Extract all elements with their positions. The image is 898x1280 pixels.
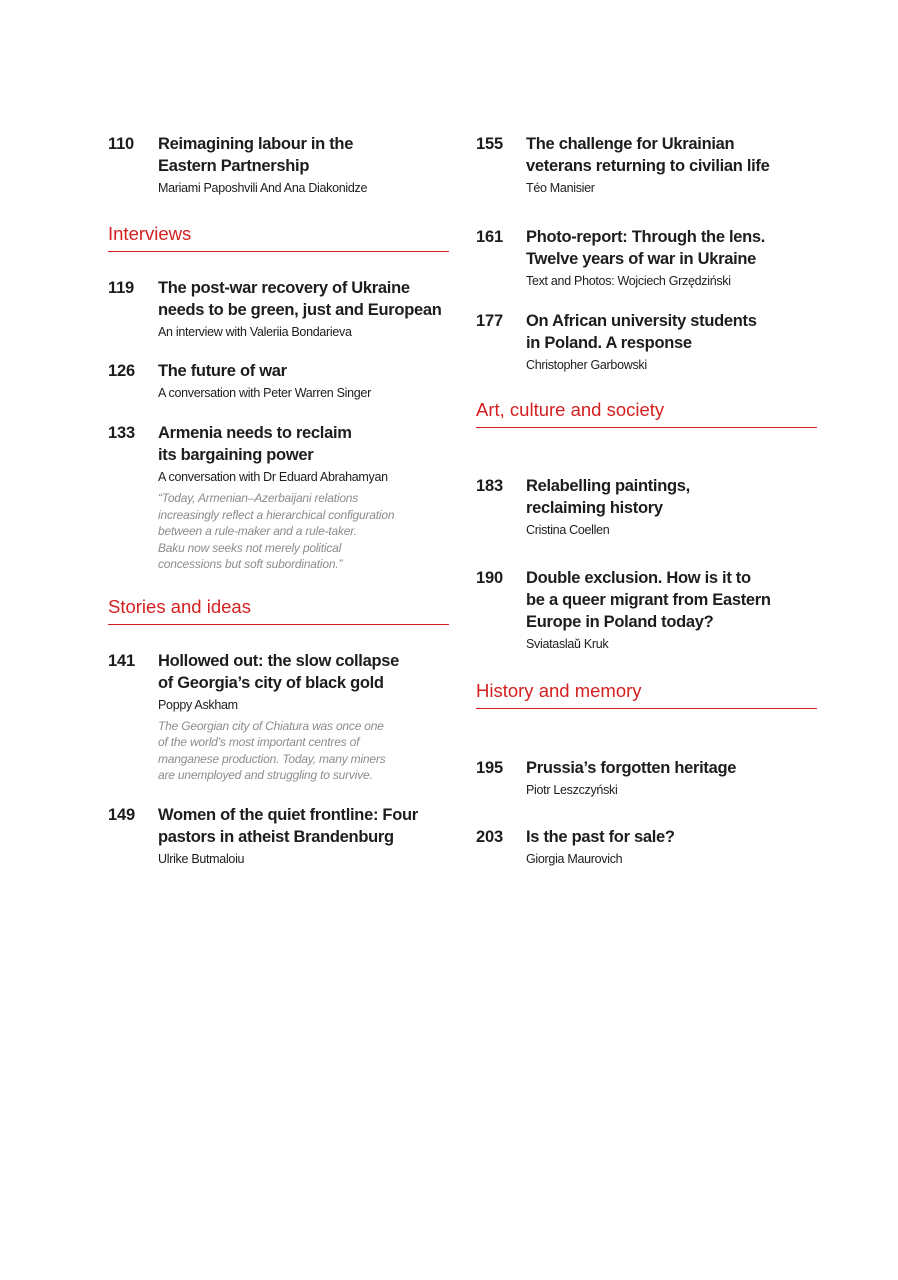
article-author: Sviataslaŭ Kruk	[526, 637, 609, 651]
toc-entry-149[interactable]	[108, 804, 449, 868]
article-author: A conversation with Dr Eduard Abrahamyan	[158, 470, 388, 484]
article-title: The post-war recovery of Ukraine needs to be green, just and European	[158, 279, 442, 319]
article-title: Reimagining labour in the Eastern Partnership	[158, 135, 354, 175]
page-number: 149	[108, 805, 135, 824]
article-title: Photo-report: Through the lens. Twelve years of war in Ukraine	[526, 228, 766, 268]
toc-entry-133[interactable]	[108, 422, 449, 573]
toc-entry-161[interactable]	[476, 226, 817, 290]
article-title: Women of the quiet frontline: Four pastors in atheist Brandenburg	[158, 805, 418, 846]
toc-entry-195[interactable]	[476, 757, 817, 799]
page-number: 126	[108, 362, 135, 380]
article-author: Piotr Leszczyński	[526, 783, 618, 797]
article-author: An interview with Valeriia Bondarieva	[158, 325, 352, 339]
toc-entry-190[interactable]	[476, 567, 817, 653]
article-author: Christopher Garbowski	[526, 358, 647, 372]
toc-entry-177[interactable]	[476, 310, 817, 374]
article-author: Ulrike Butmaloiu	[158, 851, 245, 866]
toc-entry-203[interactable]	[476, 826, 817, 868]
toc-entry-119[interactable]	[108, 277, 449, 341]
article-title: Double exclusion. How is it to be a queer migrant from Eastern Europe in Poland today?	[526, 569, 771, 631]
toc-left-column	[108, 133, 449, 868]
section-heading-history-memory: History and memory	[476, 680, 817, 709]
page-number: 141	[108, 651, 135, 670]
page-number: 119	[108, 279, 135, 297]
page-number: 161	[476, 228, 503, 246]
article-author: Giorgia Maurovich	[526, 852, 623, 866]
page-number: 110	[108, 135, 135, 153]
article-author: Poppy Askham	[158, 697, 238, 712]
article-pull-quote: “Today, Armenian–Azerbaijani relations increasingly reflect a hierarchical configuration between a rule-maker and a rule-taker. Baku now seeks not merely political concessions but soft subordination.”	[158, 491, 395, 571]
page-number: 183	[476, 477, 503, 495]
article-title: Armenia needs to reclaim its bargaining power	[158, 424, 352, 464]
page-number: 190	[476, 569, 503, 587]
article-title: Is the past for sale?	[526, 828, 675, 846]
article-title: Relabelling paintings, reclaiming history	[526, 477, 690, 517]
section-heading-stories: Stories and ideas	[108, 596, 449, 625]
toc-entry-110[interactable]	[108, 133, 449, 197]
toc-entry-183[interactable]	[476, 475, 817, 539]
toc-entry-126[interactable]	[108, 360, 449, 402]
article-title: Prussia’s forgotten heritage	[526, 759, 737, 777]
page-number: 177	[476, 312, 503, 330]
article-author: Text and Photos: Wojciech Grzędziński	[526, 274, 731, 288]
page-number: 203	[476, 828, 503, 846]
article-title: The future of war	[158, 362, 287, 380]
page-number: 195	[476, 759, 503, 777]
section-heading-art-culture: Art, culture and society	[476, 399, 817, 428]
article-title: The challenge for Ukrainian veterans returning to civilian life	[526, 135, 770, 175]
article-summary: The Georgian city of Chiatura was once one of the world’s most important centres of manganese production. Today, many miners are unemployed and struggling to survive.	[158, 718, 386, 782]
article-title: Hollowed out: the slow collapse of Georgia’s city of black gold	[158, 651, 399, 692]
article-author: Téo Manisier	[526, 181, 595, 195]
toc-entry-155[interactable]	[476, 133, 817, 197]
page-number: 155	[476, 135, 503, 153]
article-author: Mariami Paposhvili And Ana Diakonidze	[158, 181, 368, 195]
page-number: 133	[108, 424, 135, 442]
toc-entry-141[interactable]	[108, 650, 449, 784]
toc-right-column	[476, 133, 817, 868]
section-heading-interviews: Interviews	[108, 223, 449, 252]
article-author: Cristina Coellen	[526, 523, 610, 537]
article-title: On African university students in Poland. A response	[526, 312, 757, 352]
article-author: A conversation with Peter Warren Singer	[158, 386, 371, 400]
